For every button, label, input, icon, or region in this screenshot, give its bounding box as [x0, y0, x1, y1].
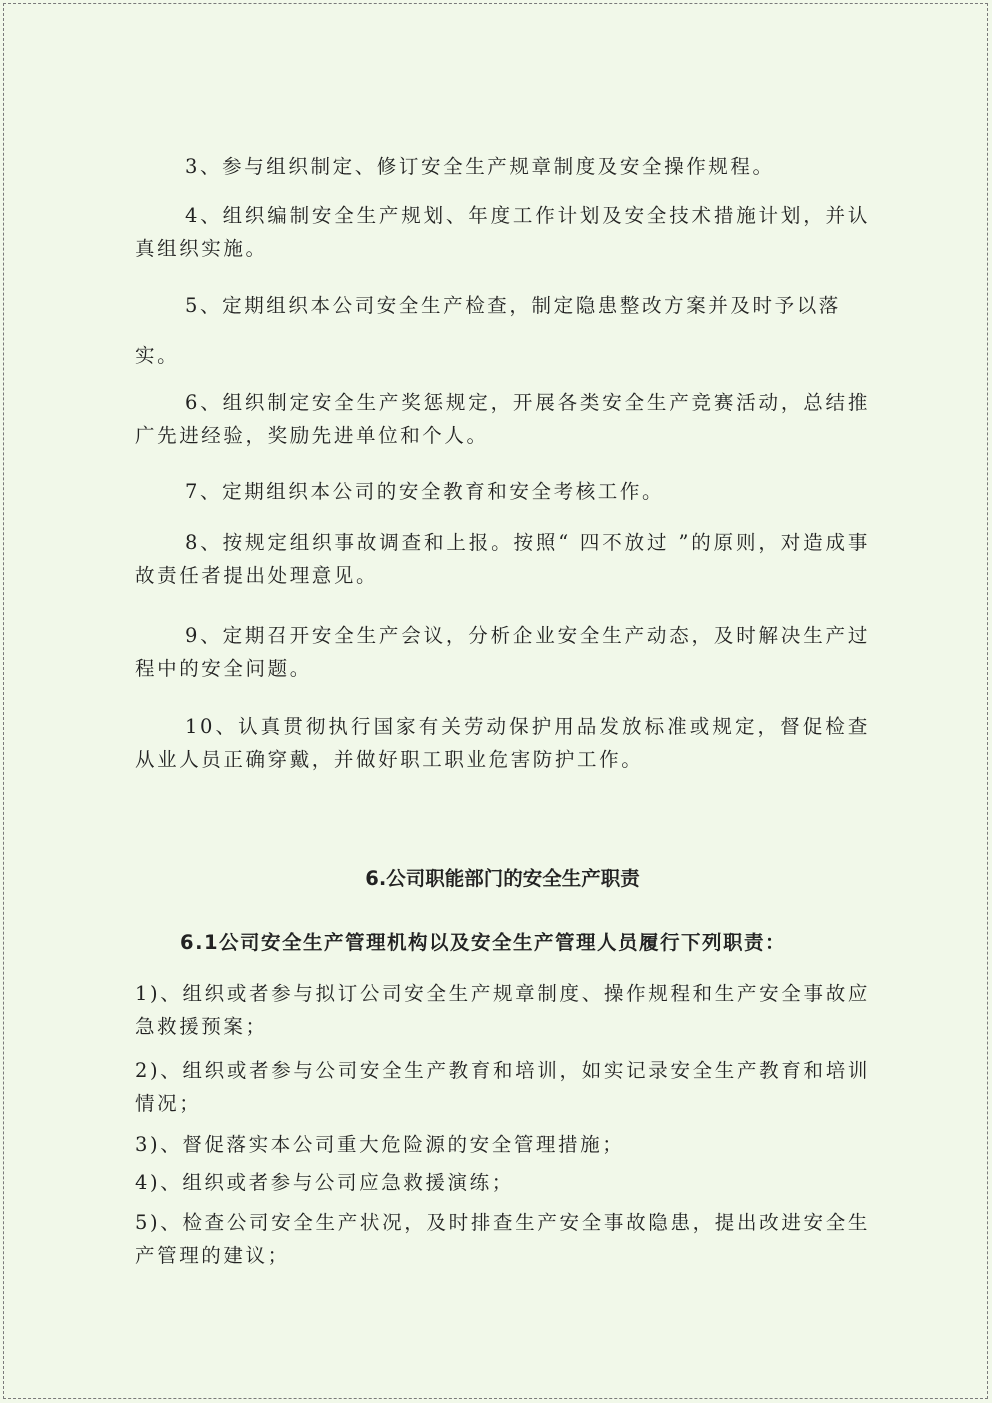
list-item-4: 4)、组织或者参与公司应急救援演练； — [135, 1171, 514, 1194]
paragraph-item-3: 3、参与组织制定、修订安全生产规章制度及安全操作规程。 — [185, 155, 775, 178]
paragraph-item-7: 7、定期组织本公司的安全教育和安全考核工作。 — [185, 480, 665, 503]
paragraph-item-5: 5、定期组织本公司安全生产检查，制定隐患整改方案并及时予以落 — [185, 294, 841, 317]
paragraph-item-4: 4、组织编制安全生产规划、年度工作计划及安全技术措施计划，并认真组织实施。 — [135, 204, 870, 260]
paragraph-item-8: 8、按规定组织事故调查和上报。按照“ 四不放过 ”的原则，对造成事故责任者提出处理意见。 — [135, 531, 870, 587]
list-item-2: 2)、组织或者参与公司安全生产教育和培训，如实记录安全生产教育和培训情况； — [135, 1059, 870, 1115]
paragraph-item-6: 6、组织制定安全生产奖惩规定，开展各类安全生产竞赛活动，总结推广先进经验，奖励先进单位和个人。 — [135, 391, 870, 447]
list-item-3: 3)、督促落实本公司重大危险源的安全管理措施； — [135, 1133, 625, 1156]
list-item-5: 5)、检查公司安全生产状况，及时排查生产安全事故隐患，提出改进安全生产管理的建议； — [135, 1211, 870, 1267]
paragraph-item-5-continued: 实。 — [135, 344, 180, 367]
list-item-1: 1)、组织或者参与拟订公司安全生产规章制度、操作规程和生产安全事故应急救援预案； — [135, 982, 870, 1038]
section-heading: 6.公司职能部门的安全生产职责 — [365, 867, 640, 890]
paragraph-item-9: 9、定期召开安全生产会议，分析企业安全生产动态，及时解决生产过程中的安全问题。 — [135, 624, 870, 680]
paragraph-item-10: 10、认真贯彻执行国家有关劳动保护用品发放标准或规定，督促检查从业人员正确穿戴，并做好职工职业危害防护工作。 — [135, 715, 870, 771]
subsection-heading: 6.1公司安全生产管理机构以及安全生产管理人员履行下列职责： — [180, 931, 787, 954]
